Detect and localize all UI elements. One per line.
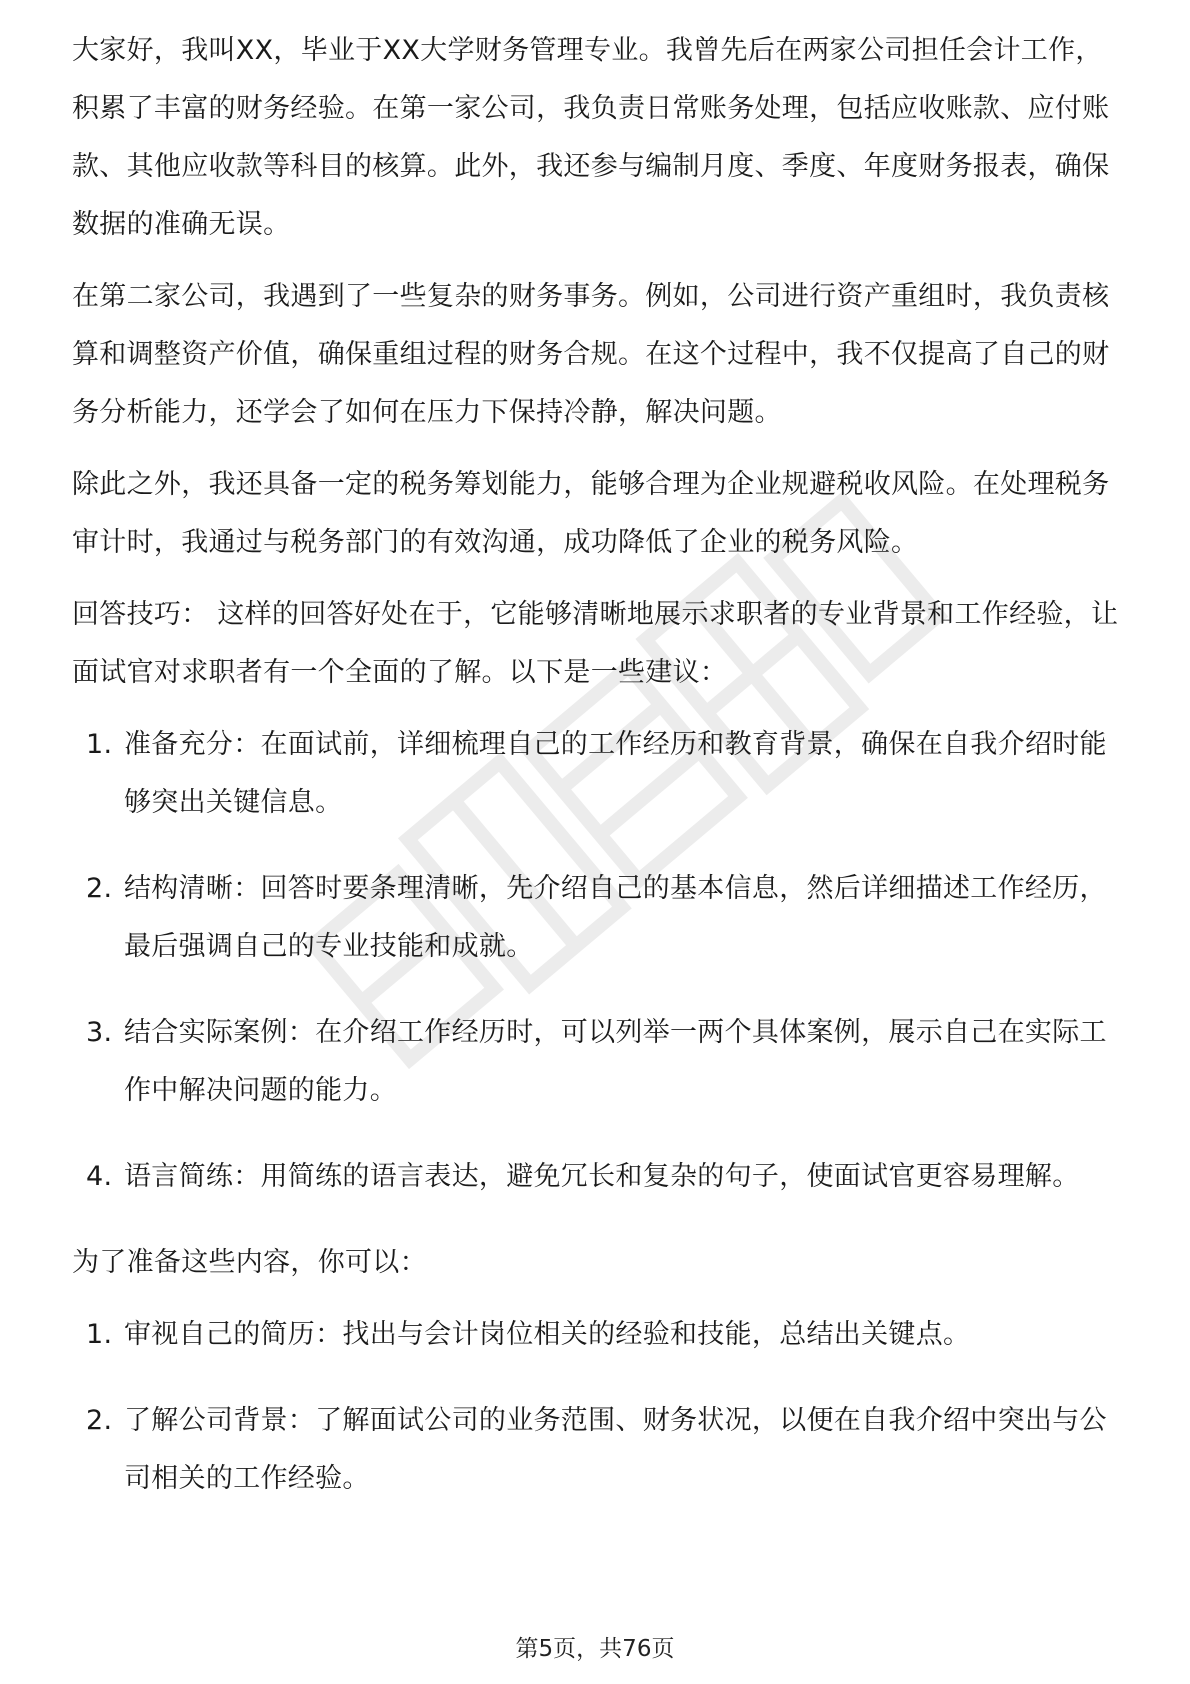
paragraph-intro: 大家好，我叫XX，毕业于XX大学财务管理专业。我曾先后在两家公司担任会计工作，积累了丰富的财务经验。在第一家公司，我负责日常账务处理，包括应收账款、应付账款、其他应收款等科目的核算。此外，我还参与编制月度、季度、年度财务报表，确保数据的准确无误。 — [72, 35, 1110, 240]
list-item — [72, 860, 1120, 976]
list-item-text: 审视自己的简历：找出与会计岗位相关的经验和技能，总结出关键点。 — [124, 1319, 971, 1350]
list-item-text: 结构清晰：回答时要条理清晰，先介绍自己的基本信息，然后详细描述工作经历，最后强调自己的专业技能和成就。 — [124, 873, 1107, 962]
list-item — [72, 716, 1120, 832]
list-item-number: 1. — [86, 729, 113, 760]
list-item — [72, 1004, 1120, 1120]
list-item-number: 2. — [86, 1405, 113, 1436]
list-item-text: 结合实际案例：在介绍工作经历时，可以列举一两个具体案例，展示自己在实际工作中解决问题的能力。 — [124, 1017, 1107, 1106]
list-item-number: 3. — [86, 1017, 113, 1048]
list-item-text: 语言简练：用简练的语言表达，避免冗长和复杂的句子，使面试官更容易理解。 — [124, 1161, 1080, 1192]
paragraph-prep-intro: 为了准备这些内容，你可以： — [72, 1247, 427, 1278]
list-item-text: 了解公司背景：了解面试公司的业务范围、财务状况，以便在自我介绍中突出与公司相关的工作经验。 — [124, 1405, 1107, 1494]
list-item — [72, 1392, 1120, 1508]
prep-list — [72, 1306, 1120, 1508]
tips-list — [72, 716, 1120, 1206]
list-item-number: 2. — [86, 873, 113, 904]
paragraph-tax-planning: 除此之外，我还具备一定的税务筹划能力，能够合理为企业规避税收风险。在处理税务审计时，我通过与税务部门的有效沟通，成功降低了企业的税务风险。 — [72, 469, 1110, 558]
paragraph-second-company: 在第二家公司，我遇到了一些复杂的财务事务。例如，公司进行资产重组时，我负责核算和调整资产价值，确保重组过程的财务合规。在这个过程中，我不仅提高了自己的财务分析能力，还学会了如何在压力下保持冷静，解决问题。 — [72, 281, 1110, 428]
list-item-number: 1. — [86, 1319, 113, 1350]
list-item-text: 准备充分：在面试前，详细梳理自己的工作经历和教育背景，确保在自我介绍时能够突出关键信息。 — [124, 729, 1107, 818]
paragraph-answer-tips: 回答技巧： 这样的回答好处在于，它能够清晰地展示求职者的专业背景和工作经验，让面试官对求职者有一个全面的了解。以下是一些建议： — [72, 599, 1119, 688]
page-footer: 第5页，共76页 — [515, 1636, 675, 1662]
list-item-number: 4. — [86, 1161, 113, 1192]
list-item — [72, 1148, 1120, 1206]
main-content — [72, 22, 1120, 1536]
list-item — [72, 1306, 1120, 1364]
